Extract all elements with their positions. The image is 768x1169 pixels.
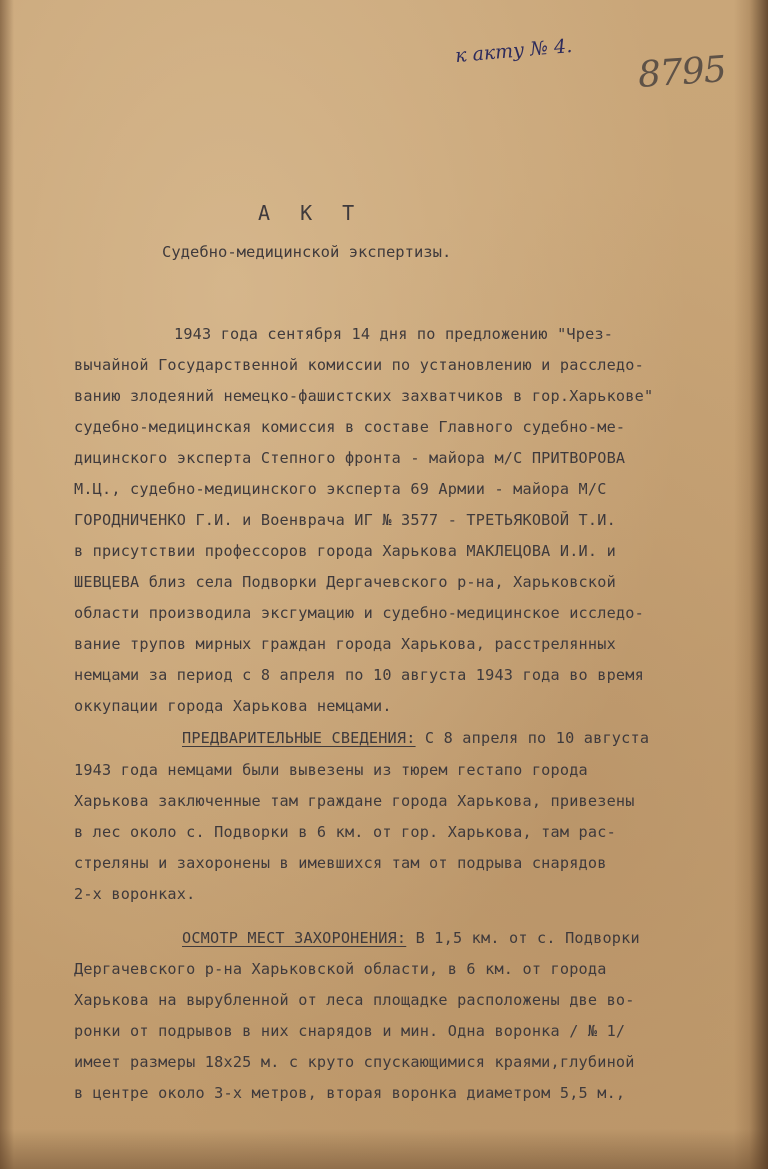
intro-line: в присутствии профессоров города Харькова МАКЛЕЦОВА И.И. и [74,542,616,560]
intro-line: ШЕВЦЕВА близ села Подворки Дергачевского р-на, Харьковской [74,573,616,591]
burial-line: ронки от подрывов в них снарядов и мин. Одна воронка / № 1/ [74,1022,626,1040]
burial-line: имеет размеры 18х25 м. с круто спускающимися краями,глубиной [74,1053,635,1071]
prelim-first-text: С 8 апреля по 10 августа [415,729,650,747]
burial-heading: ОСМОТР МЕСТ ЗАХОРОНЕНИЯ: [182,929,407,947]
handwritten-note: к акту № 4. [454,34,574,68]
intro-line: ГОРОДНИЧЕНКО Г.И. и Военврача ИГ № 3577 - ТРЕТЬЯКОВОЙ Т.И. [74,511,616,529]
burial-line: Харькова на вырубленной от леса площадке расположены две во- [74,991,635,1009]
prelim-first-line [182,729,649,747]
page-edge-shadow-bottom [0,1129,768,1169]
intro-line: вание трупов мирных граждан города Харькова, расстрелянных [74,635,616,653]
burial-line: в центре около 3-х метров, вторая воронка диаметром 5,5 м., [74,1084,626,1102]
archive-page-number: 8795 [636,48,727,97]
intro-line: 1943 года сентября 14 дня по предложению "Чрез- [174,325,614,343]
intro-line: немцами за период с 8 апреля по 10 августа 1943 года во время [74,666,644,684]
prelim-line: 1943 года немцами были вывезены из тюрем гестапо города [74,761,588,779]
burial-first-line [182,929,640,947]
prelim-heading: ПРЕДВАРИТЕЛЬНЫЕ СВЕДЕНИЯ: [182,729,416,747]
intro-line: области производила эксгумацию и судебно-медицинское исследо- [74,604,644,622]
intro-line: оккупации города Харькова немцами. [74,697,392,715]
burial-line: Дергачевского р-на Харьковской области, в 6 км. от города [74,960,607,978]
intro-line: ванию злодеяний немецко-фашистских захватчиков в гор.Харькове" [74,387,654,405]
prelim-line: 2-х воронках. [74,885,196,903]
burial-first-text: В 1,5 км. от с. Подворки [406,929,640,947]
intro-line: судебно-медицинская комиссия в составе Главного судебно-ме- [74,418,626,436]
document-title: А К Т [258,201,364,225]
prelim-line: Харькова заключенные там граждане города Харькова, привезены [74,792,635,810]
prelim-line: стреляны и захоронены в имевшихся там от подрыва снарядов [74,854,607,872]
prelim-line: в лес около с. Подворки в 6 км. от гор. Харькова, там рас- [74,823,616,841]
page-edge-shadow-left [0,0,14,1169]
intro-line: М.Ц., судебно-медицинского эксперта 69 Армии - майора М/С [74,480,607,498]
intro-line: вычайной Государственной комиссии по установлению и расследо- [74,356,644,374]
page-edge-shadow-right [734,0,768,1169]
document-subtitle: Судебно-медицинской экспертизы. [162,243,452,261]
intro-line: дицинского эксперта Степного фронта - майора м/С ПРИТВОРОВА [74,449,626,467]
